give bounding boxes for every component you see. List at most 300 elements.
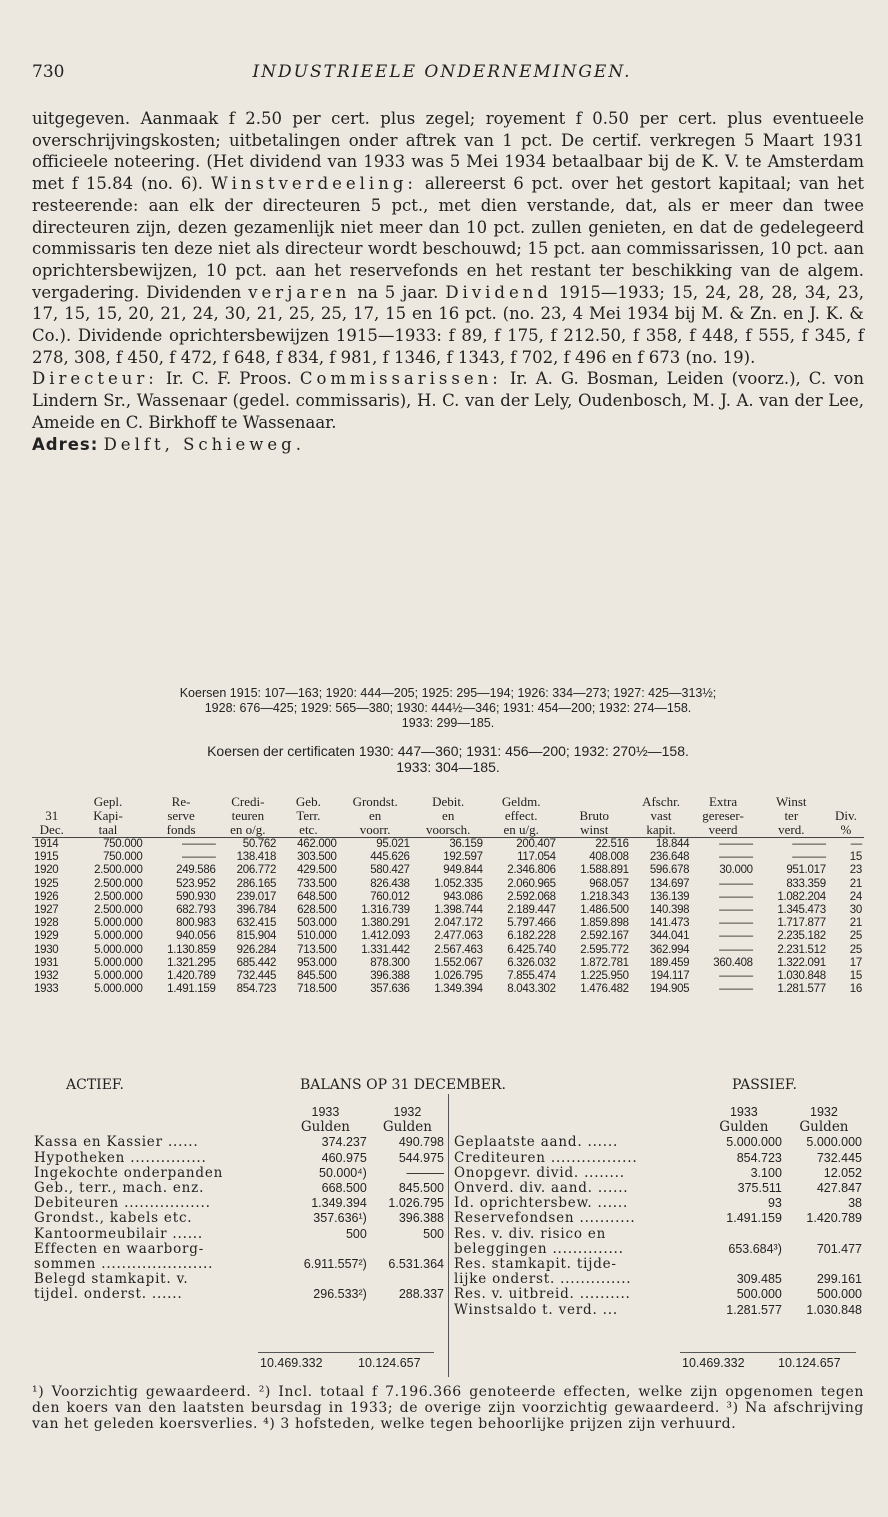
balance-value: 309.485: [736, 1272, 782, 1287]
table-cell: 1.491.159: [167, 983, 216, 996]
table-cell: 236.648: [649, 851, 690, 864]
balance-value: 701.477: [816, 1241, 862, 1256]
table-cell: 21: [849, 877, 862, 890]
balance-value: 296.533²): [313, 1287, 367, 1302]
table-cell: 1920: [34, 864, 59, 877]
balance-value: 653.684³): [728, 1241, 782, 1256]
balance-value: 374.237: [321, 1135, 367, 1150]
balance-value: 38: [848, 1196, 862, 1211]
table-cell: 1930: [34, 943, 59, 956]
balance-value: 288.337: [398, 1287, 444, 1302]
table-cell: ———: [719, 838, 753, 850]
table-cell: 1929: [34, 930, 59, 943]
table-cell: 6.182.228: [507, 930, 556, 943]
balance-row: [452, 1242, 864, 1257]
table-cell: 22.516: [595, 838, 629, 850]
table-cell: 1.130.859: [167, 943, 216, 956]
table-cell: 15: [849, 851, 862, 864]
table-cell: 1.316.739: [361, 904, 410, 917]
table-cell: 523.952: [176, 877, 216, 890]
balance-label: Ingekochte onderpanden: [34, 1164, 224, 1181]
table-cell: 833.359: [786, 877, 826, 890]
paragraph-adres: [32, 434, 864, 456]
table-cell: ———: [719, 983, 753, 996]
table-cell: 7.855.474: [507, 970, 556, 983]
table-header-cell: Debit. en voorsch.: [412, 795, 485, 838]
table-cell: 968.057: [589, 877, 629, 890]
table-cell: 951.017: [786, 864, 826, 877]
table-header-cell: Extra gereser- veerd: [691, 795, 754, 838]
table-cell: 732.445: [236, 970, 277, 983]
table-cell: 1.030.848: [777, 970, 826, 983]
balance-label: Belegd stamkapit. v.: [34, 1271, 189, 1288]
table-cell: 194.117: [650, 970, 690, 983]
table-cell: 136.139: [649, 890, 690, 903]
balance-row: [452, 1135, 864, 1150]
table-cell: 596.678: [649, 864, 690, 877]
table-cell: 23: [849, 864, 862, 877]
balance-label: Onverd. div. aand. ......: [454, 1180, 629, 1197]
table-cell: 5.000.000: [94, 970, 143, 983]
label-verjaren: verjaren: [248, 282, 351, 302]
table-cell: 1931: [34, 956, 59, 969]
table-cell: 141.473: [649, 917, 690, 930]
table-cell: 940.056: [176, 930, 216, 943]
balance-value: 6.531.364: [388, 1257, 444, 1272]
table-cell: 138.418: [236, 851, 277, 864]
table-cell: 1.218.343: [580, 890, 629, 903]
table-cell: 815.904: [236, 930, 277, 943]
table-header-cell: 31 Dec.: [32, 795, 72, 838]
table-header-cell: Winst ter verd.: [755, 795, 828, 838]
balance-label: Geb., terr., mach. enz.: [34, 1180, 205, 1197]
balance-value: 1.349.394: [311, 1196, 367, 1211]
table-cell: 429.500: [297, 864, 337, 877]
balance-row: [32, 1242, 446, 1257]
table-cell: 1.349.394: [434, 983, 483, 996]
balance-row: [32, 1181, 446, 1196]
table-row: [32, 891, 864, 904]
table-cell: 18.844: [655, 838, 690, 850]
table-cell: 6.326.032: [507, 956, 556, 969]
table-cell: 239.017: [236, 890, 277, 903]
passief-total-rule: [680, 1352, 856, 1353]
table-header-cell: Geldm. effect. en u/g.: [485, 795, 558, 838]
balance-value: [282, 1272, 369, 1287]
table-row: [32, 957, 864, 970]
table-cell: 845.500: [297, 970, 337, 983]
table-cell: 1.225.950: [580, 970, 629, 983]
table-cell: —: [850, 838, 862, 850]
table-header-cell: Credi- teuren en o/g.: [218, 795, 279, 838]
table-cell: 510.000: [297, 930, 337, 943]
table-cell: 2.477.063: [434, 930, 483, 943]
table-cell: 2.060.965: [507, 877, 556, 890]
table-header-cell: Grondst. en voorr.: [339, 795, 412, 838]
actief-title: ACTIEF.: [66, 1077, 124, 1093]
balance-value: 93: [767, 1196, 782, 1211]
balance-row: [452, 1181, 864, 1196]
table-cell: 718.500: [297, 983, 337, 996]
table-cell: 800.983: [176, 917, 216, 930]
table-header-cell: Re- serve fonds: [145, 795, 218, 838]
table-cell: 194.905: [649, 983, 690, 996]
table-cell: 2.231.512: [777, 943, 826, 956]
table-cell: 1.331.442: [361, 943, 410, 956]
balance-value: 12.052: [823, 1165, 862, 1180]
table-cell: 1914: [34, 838, 59, 850]
balance-value: 732.445: [816, 1150, 862, 1165]
balance-value: [282, 1242, 369, 1257]
table-cell: 5.000.000: [94, 930, 143, 943]
balance-label: Reservefondsen ...........: [454, 1210, 636, 1227]
balance-row: [32, 1135, 446, 1150]
table-cell: 1.380.291: [361, 917, 410, 930]
table-cell: ———: [719, 877, 753, 890]
table-cell: 362.994: [649, 943, 690, 956]
balance-label: tijdel. onderst. ......: [34, 1286, 183, 1303]
actief-total-rule: [258, 1352, 434, 1353]
table-cell: 21: [849, 917, 862, 930]
table-cell: 2.500.000: [94, 864, 143, 877]
table-header-cell: Afschr. vast kapit.: [631, 795, 692, 838]
table-cell: 949.844: [443, 864, 483, 877]
footnotes: ¹) Voorzichtig gewaardeerd. ²) Incl. totaal f 7.196.366 genoteerde effecten, welke zijn opgenomen tegen den koers van den laatsten beursdag in 1933; de overige zijn voorzichtig gewaardeerd. ³) Na afschrijving van het geleden koersverlies. ⁴) 3 hofsteden, welke tegen behoorlijke prijzen zijn verhuurd.: [32, 1384, 864, 1433]
table-row: [32, 970, 864, 983]
page-number: 730: [32, 62, 65, 82]
balance-value: 1.420.789: [806, 1211, 862, 1226]
table-cell: 503.000: [297, 917, 337, 930]
table-cell: 286.165: [236, 877, 277, 890]
passief-total-1932: 10.124.657: [778, 1356, 841, 1370]
label-commissarissen: Commissarissen:: [299, 369, 502, 389]
table-cell: 30: [849, 904, 862, 917]
table-cell: 16: [849, 983, 862, 996]
table-cell: 200.407: [516, 838, 556, 850]
table-cell: 1.026.795: [434, 970, 483, 983]
passief-side: 1933 1932 Gulden Gulden Geplaatste aand. ...... 5.000.000 5.000.000 Crediteuren ................. 854.723 732.445 Onopgevr. divid. ........ 3.100 12.052 Onverd. div. aand. ...... 375.511 427.847 Id. oprichtersbew. ...... 93 38 Reservefondsen ........... 1.491.159 1.420.789 Res. v. div. risico en beleggingen .............. 653.684³) 701.477 Res. stamkapit. tijde- lijke onderst. .............. 309.485 299.161 Res. v. uitbreid. .......... 500.000 500.000 Winstsaldo t. verd. ... 1.281.577 1.030.848: [454, 1105, 862, 1318]
balance-label: Hypotheken ...............: [34, 1149, 207, 1166]
balance-value: 299.161: [816, 1272, 862, 1287]
table-cell: 2.592.068: [507, 890, 556, 903]
balance-row: [452, 1303, 864, 1318]
table-cell: 344.041: [649, 930, 690, 943]
table-cell: 878.300: [370, 956, 410, 969]
balance-value: 396.388: [398, 1211, 444, 1226]
table-cell: 117.054: [517, 851, 556, 864]
balance-label: Winstsaldo t. verd. ...: [454, 1301, 618, 1318]
table-cell: ———: [719, 917, 753, 930]
table-cell: 5.000.000: [94, 956, 143, 969]
balance-value: 668.500: [321, 1181, 367, 1196]
balance-value: [369, 1242, 446, 1257]
table-cell: 1.345.473: [777, 904, 826, 917]
table-cell: 396.784: [236, 904, 277, 917]
table-cell: ———: [719, 943, 753, 956]
balance-value: 544.975: [398, 1150, 444, 1165]
table-cell: 2.592.167: [580, 930, 629, 943]
balance-value: 5.000.000: [726, 1135, 782, 1150]
table-cell: 2.235.182: [777, 930, 826, 943]
table-cell: 1.082.204: [777, 890, 826, 903]
adres-value: Delft, Schieweg.: [103, 434, 305, 454]
table-cell: 134.697: [649, 877, 690, 890]
table-cell: 2.346.806: [507, 864, 556, 877]
table-cell: 1.872.781: [580, 956, 629, 969]
table-cell: 628.500: [297, 904, 337, 917]
table-cell: ———: [181, 838, 216, 850]
balance-divider: [448, 1094, 449, 1377]
table-cell: 5.000.000: [94, 983, 143, 996]
table-cell: 5.000.000: [94, 917, 143, 930]
balance-label: Onopgevr. divid. ........: [454, 1164, 625, 1181]
table-row: [32, 864, 864, 877]
table-body: [32, 838, 864, 997]
table-cell: 2.595.772: [580, 943, 629, 956]
table-header-cell: Bruto winst: [558, 795, 631, 838]
table-cell: 1.322.091: [777, 956, 826, 969]
table-cell: 1926: [34, 890, 59, 903]
balance-row: [452, 1211, 864, 1226]
balance-titles: [32, 1077, 864, 1095]
actief-total-1932: 10.124.657: [358, 1356, 421, 1370]
balance-row: [32, 1287, 446, 1302]
balance-value: 1.281.577: [726, 1302, 782, 1317]
table-cell: 1932: [34, 970, 59, 983]
table-cell: 1.281.577: [777, 983, 826, 996]
table-cell: 25: [849, 943, 862, 956]
paragraph-main: uitgegeven. Aanmaak f 2.50 per cert. plus zegel; royement f 0.50 per cert. plus eventueele overschrijvingskosten; uitbetalingen onder aftrek van 1 pct. De certif. verkregen 5 Maart 1931 officieele noteering. (Het dividend van 1933 was 5 Mei 1934 betaalbaar bij de K. V. te Amsterdam met f 15.84 (no. 6). Winstverdeeling: allereerst 6 pct. over het gestort kapitaal; van het resteerende: aan elk der directeuren 5 pct., met dien verstande, dat, als er meer dan twee directeuren zijn, dezen gezamenlijk niet meer dan 10 pct. zullen genieten, en dat de gedelegeerd commissaris ten deze niet als directeur wordt beschouwd; 15 pct. aan commissarissen, 10 pct. aan oprichtersbewijzen, 10 pct. aan het reservefonds en het restant ter beschikking van de algem. vergadering. Dividenden verjaren na 5 jaar. Dividend 1915—1933; 15, 24, 28, 28, 34, 23, 17, 15, 15, 20, 21, 24, 30, 21, 25, 25, 17, 15 en 16 pct. (no. 23, 4 Mei 1934 bij M. & Zn. en J. K. & Co.). Dividende oprichtersbewijzen 1915—1933: f 89, f 175, f 212.50, f 358, f 448, f 555, f 345, f 278, 308, f 450, f 472, f 648, f 834, f 981, f 1346, f 1343, f 702, f 496 en f 673 (no. 19).: [32, 109, 865, 367]
balance-label: Kantoormeubilair ......: [34, 1225, 203, 1242]
table-cell: ———: [719, 890, 753, 903]
table-cell: 95.021: [376, 838, 410, 850]
table-cell: 1928: [34, 917, 59, 930]
balance-value: 1.491.159: [726, 1211, 782, 1226]
table-cell: 1925: [34, 877, 59, 890]
table-cell: 1.717.877: [777, 917, 826, 930]
balance-value: ———: [406, 1165, 444, 1180]
balance-row: [32, 1196, 446, 1211]
balance-row: [32, 1257, 446, 1272]
actief-total-1933: 10.469.332: [260, 1356, 323, 1370]
balance-row: [32, 1227, 446, 1242]
balance-value: [704, 1227, 784, 1242]
label-winstverdeeling: Winstverdeeling:: [210, 174, 417, 194]
table-cell: 1.486.500: [580, 904, 629, 917]
table-cell: 682.793: [176, 904, 216, 917]
table-cell: 303.500: [297, 851, 337, 864]
balance-row: [452, 1151, 864, 1166]
table-cell: 5.000.000: [94, 943, 143, 956]
table-row: [32, 983, 864, 996]
balance-value: 357.636¹): [313, 1211, 367, 1226]
table-cell: 140.398: [649, 904, 690, 917]
balance-value: [784, 1227, 864, 1242]
running-head: INDUSTRIEELE ONDERNEMINGEN.: [252, 62, 632, 82]
koersen-block: Koersen 1915: 107—163; 1920: 444—205; 1925: 295—194; 1926: 334—273; 1927: 425—313½; 1928: 676—425; 1929: 565—380; 1930: 444½—346; 1931: 454—200; 1932: 274—158. 1933: 299—185.: [179, 686, 717, 730]
table-cell: 2.189.447: [507, 904, 556, 917]
table-cell: 408.008: [589, 851, 629, 864]
balance-value: 854.723: [736, 1150, 782, 1165]
actief-side: 1933 1932 Gulden Gulden Kassa en Kassier ...... 374.237 490.798 Hypotheken ............... 460.975 544.975 Ingekochte onderpanden 50.000⁴) ——— Geb., terr., mach. enz. 668.500 845.500 Debiteuren ................. 1.349.394 1.026.795 Grondst., kabels etc. 357.636¹) 396.388 Kantoormeubilair ...... 500 500 Effecten en waarborg- sommen ...................... 6.911.557²) 6.531.364 Belegd stamkapit. v. tijdel. onderst. ...... 296.533²) 288.337: [34, 1105, 444, 1303]
body-text: [32, 108, 864, 455]
table-cell: 396.388: [370, 970, 410, 983]
balance-value: 500.000: [736, 1287, 782, 1302]
table-cell: 590.930: [176, 890, 216, 903]
table-cell: ———: [719, 904, 753, 917]
table-header-cell: Geb. Terr. etc.: [278, 795, 339, 838]
balance-value: 50.000⁴): [319, 1165, 367, 1180]
balance-value: 500: [423, 1226, 444, 1241]
balance-row: [32, 1272, 446, 1287]
table-cell: 50.762: [242, 838, 277, 850]
balance-value: 427.847: [816, 1181, 862, 1196]
balance-value: 500.000: [816, 1287, 862, 1302]
paragraph-directie: Directeur: Ir. C. F. Proos. Commissarissen: Ir. A. G. Bosman, Leiden (voorz.), C. von Lindern Sr., Wassenaar (gedel. commissaris), H. C. van der Lely, Oudenbosch, M. J. A. van der Lee, Ameide en C. Birkhoff te Wassenaar.: [32, 369, 864, 432]
table-cell: 926.284: [236, 943, 277, 956]
table-row: [32, 878, 864, 891]
table-cell: 1.321.295: [167, 956, 216, 969]
balance-value: 375.511: [737, 1181, 782, 1196]
balance-value: 500: [345, 1226, 367, 1241]
table-cell: 713.500: [297, 943, 337, 956]
table-cell: 1.552.067: [434, 956, 483, 969]
balance-row: [452, 1287, 864, 1302]
table-cell: 17: [849, 956, 862, 969]
table-cell: 15: [849, 970, 862, 983]
balance-row: [32, 1166, 446, 1181]
table-cell: 357.636: [370, 983, 410, 996]
balance-value: 490.798: [398, 1135, 444, 1150]
label-adres: Adres:: [32, 434, 99, 454]
table-cell: 1915: [34, 851, 59, 864]
table-cell: 445.626: [370, 851, 410, 864]
table-cell: 5.797.466: [507, 917, 556, 930]
balance-label: sommen ......................: [34, 1256, 214, 1273]
table-cell: ———: [792, 851, 826, 864]
balance-label: Kassa en Kassier ......: [34, 1134, 199, 1151]
table-cell: ———: [792, 838, 826, 850]
table-cell: 1.859.898: [580, 917, 629, 930]
balance-value: 845.500: [398, 1181, 444, 1196]
balance-row: [452, 1227, 864, 1242]
balance-value: 1.030.848: [806, 1302, 862, 1317]
balance-label: lijke onderst. ..............: [454, 1271, 632, 1288]
table-cell: ———: [719, 970, 753, 983]
balance-value: 5.000.000: [806, 1135, 862, 1150]
table-cell: 206.772: [236, 864, 277, 877]
table-cell: 2.567.463: [434, 943, 483, 956]
table-cell: 360.408: [713, 956, 753, 969]
financial-table: [32, 795, 864, 996]
balance-value: 1.026.795: [388, 1196, 444, 1211]
table-cell: 462.000: [297, 838, 337, 850]
table-cell: 826.438: [370, 877, 410, 890]
table-cell: 1.398.744: [434, 904, 483, 917]
balance-row: [452, 1196, 864, 1211]
table-cell: 1.588.891: [580, 864, 629, 877]
table-cell: 1.412.093: [361, 930, 410, 943]
table-cell: 1927: [34, 904, 59, 917]
page-header: [32, 62, 852, 86]
balance-label: Crediteuren .................: [454, 1149, 638, 1166]
table-cell: 854.723: [236, 983, 277, 996]
table-cell: 2.500.000: [94, 890, 143, 903]
table-cell: 1.476.482: [580, 983, 629, 996]
table-cell: 24: [849, 890, 862, 903]
table-cell: ———: [719, 930, 753, 943]
balance-row: [452, 1166, 864, 1181]
passief-title: PASSIEF.: [732, 1077, 797, 1093]
table-cell: 733.500: [297, 877, 337, 890]
table-header-cell: Div. %: [828, 795, 864, 838]
table-cell: 189.459: [649, 956, 690, 969]
balance-label: Debiteuren .................: [34, 1195, 211, 1212]
passief-total-1933: 10.469.332: [682, 1356, 745, 1370]
table-cell: 6.425.740: [507, 943, 556, 956]
table-row: [32, 851, 864, 864]
table-cell: 2.500.000: [94, 904, 143, 917]
label-directeur: Directeur:: [32, 369, 158, 389]
koersen-cert-block: Koersen der certificaten 1930: 447—360; 1931: 456—200; 1932: 270½—158. 1933: 304—185.: [207, 743, 689, 775]
table-cell: 685.442: [236, 956, 277, 969]
balance-row: [32, 1151, 446, 1166]
table-cell: 943.086: [443, 890, 483, 903]
table-cell: 8.043.302: [507, 983, 556, 996]
balance-label: Geplaatste aand. ......: [454, 1134, 619, 1151]
balance-value: [784, 1257, 864, 1272]
table-cell: 2.500.000: [94, 877, 143, 890]
table-cell: 953.000: [297, 956, 337, 969]
balance-label: Res. stamkapit. tijde-: [454, 1256, 617, 1273]
table-cell: 249.586: [176, 864, 216, 877]
balance-row: [452, 1272, 864, 1287]
table-row: [32, 838, 864, 852]
balance-row: [452, 1257, 864, 1272]
balance-label: Effecten en waarborg-: [34, 1240, 205, 1257]
table-cell: 25: [849, 930, 862, 943]
table-cell: 750.000: [103, 851, 143, 864]
label-dividend: Dividend: [445, 282, 552, 302]
table-header-row: [32, 795, 864, 838]
table-cell: 192.597: [443, 851, 483, 864]
balance-label: Res. v. uitbreid. ..........: [454, 1286, 631, 1303]
table-header-cell: Gepl. Kapi- taal: [72, 795, 145, 838]
table-cell: 648.500: [297, 890, 337, 903]
table-cell: ———: [719, 851, 753, 864]
balance-value: [704, 1257, 784, 1272]
table-row: [32, 904, 864, 917]
balance-value: 6.911.557²): [303, 1257, 367, 1272]
table-cell: 760.012: [370, 890, 410, 903]
table-cell: 30.000: [719, 864, 753, 877]
table-row: [32, 930, 864, 943]
balance-label: Id. oprichtersbew. ......: [454, 1195, 629, 1212]
balance-label: beleggingen ..............: [454, 1240, 624, 1257]
table-cell: ———: [181, 851, 216, 864]
balans-title: BALANS OP 31 DECEMBER.: [300, 1077, 506, 1093]
balance-label: Res. v. div. risico en: [454, 1225, 607, 1242]
balance-row: [32, 1211, 446, 1226]
table-cell: 750.000: [103, 838, 143, 850]
table-cell: 36.159: [449, 838, 483, 850]
table-cell: 1.052.335: [434, 877, 483, 890]
table-cell: 2.047.172: [434, 917, 483, 930]
table-row: [32, 917, 864, 930]
balance-value: 3.100: [750, 1165, 782, 1180]
table-row: [32, 944, 864, 957]
balance-value: [369, 1272, 446, 1287]
